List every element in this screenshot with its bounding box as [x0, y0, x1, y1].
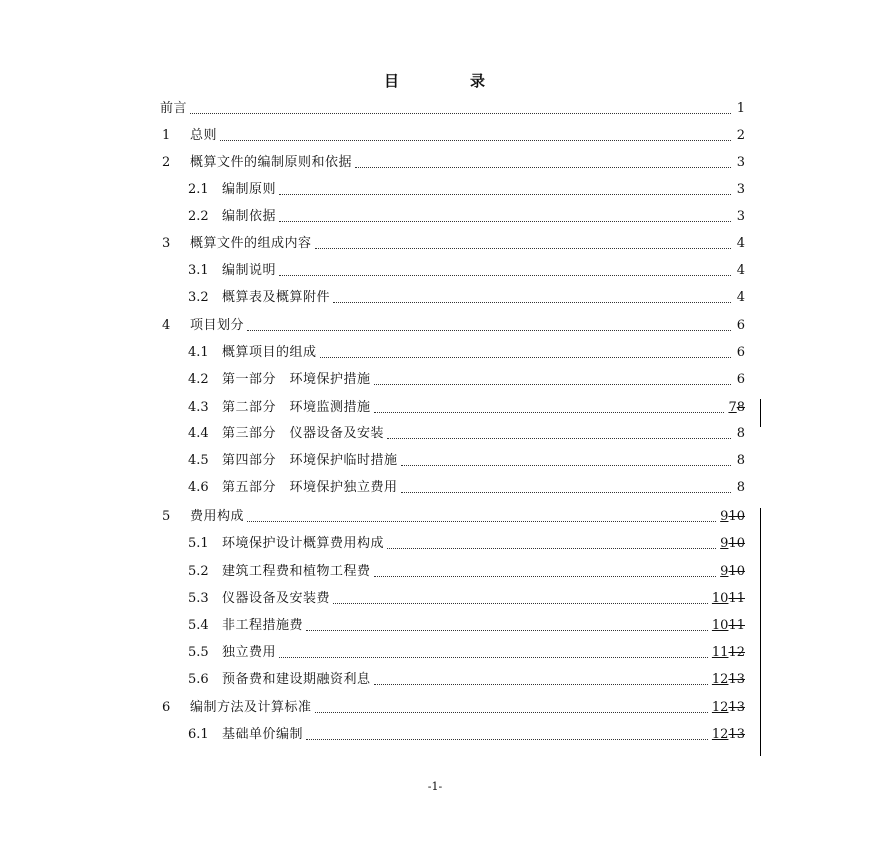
toc-entry-number: 2.2: [188, 209, 209, 224]
toc-entry[interactable]: [162, 696, 745, 716]
toc-entry-title: 第二部分 环境监测措施: [222, 400, 371, 415]
toc-entry-title: 费用构成: [190, 509, 245, 524]
toc-entry-title: 总则: [190, 128, 218, 143]
toc-entry-number: 5: [162, 509, 171, 524]
dot-leader: [374, 412, 725, 413]
toc-entry-page: 8: [736, 480, 745, 495]
page-title: [0, 70, 870, 91]
deleted-page-number: 10: [728, 564, 745, 579]
deleted-page-number: 13: [728, 672, 745, 687]
toc-entry-title: 第五部分 环境保护独立费用: [222, 480, 398, 495]
toc-entry[interactable]: [188, 178, 745, 198]
toc-entry-number: 5.3: [188, 591, 209, 606]
toc-entry-page: 1: [736, 101, 745, 116]
inserted-page-number: 9: [720, 564, 729, 579]
toc-entry-number: 3.1: [188, 263, 209, 278]
dot-leader: [306, 630, 708, 631]
dot-leader: [279, 657, 708, 658]
revision-bar: [760, 508, 761, 756]
deleted-page-number: 12: [728, 645, 745, 660]
dot-leader: [320, 357, 731, 358]
dot-leader: [401, 492, 731, 493]
toc-entry-title: 环境保护设计概算费用构成: [222, 536, 385, 551]
page-number: -1-: [427, 780, 443, 793]
dot-leader: [355, 167, 731, 168]
toc-entry[interactable]: [188, 723, 745, 743]
toc-entry-title: 建筑工程费和植物工程费: [222, 564, 371, 579]
toc-entry-number: 1: [162, 128, 171, 143]
toc-entry-number: 5.2: [188, 564, 209, 579]
title-char-1: 目: [383, 72, 400, 90]
toc-entry-title: 预备费和建设期融资利息: [222, 672, 371, 687]
toc-entry-page: 3: [736, 209, 745, 224]
deleted-page-number: 13: [728, 727, 745, 742]
dot-leader: [279, 275, 731, 276]
toc-entry-number: 4.4: [188, 426, 209, 441]
toc-entry-number: 4.3: [188, 400, 209, 415]
toc-entry[interactable]: [188, 641, 745, 661]
toc-entry[interactable]: [188, 449, 745, 469]
toc-entry-page: 3: [736, 155, 745, 170]
dot-leader: [315, 248, 731, 249]
toc-entry[interactable]: [188, 560, 745, 580]
toc-entry-page: [712, 672, 745, 688]
toc-entry[interactable]: [188, 259, 745, 279]
toc-entry-title: 仪器设备及安装费: [222, 591, 331, 606]
toc-entry-number: 2: [162, 155, 171, 170]
toc-entry[interactable]: [162, 314, 745, 334]
toc-entry-title: 第三部分 仪器设备及安装: [222, 426, 385, 441]
toc-entry-title: 项目划分: [190, 318, 245, 333]
toc-entry[interactable]: [188, 341, 745, 361]
deleted-page-number: 8: [736, 400, 745, 415]
dot-leader: [387, 548, 716, 549]
inserted-page-number: 7: [728, 400, 737, 415]
toc-entry-number: 2.1: [188, 182, 209, 197]
toc-entry-number: 4: [162, 318, 171, 333]
toc-entry-title: 第一部分 环境保护措施: [222, 372, 371, 387]
deleted-page-number: 10: [728, 536, 745, 551]
toc-entry-page: [728, 400, 745, 416]
toc-entry-page: 8: [736, 426, 745, 441]
dot-leader: [279, 221, 731, 222]
toc-entry-page: [720, 564, 745, 580]
inserted-page-number: 11: [711, 645, 729, 660]
toc-entry[interactable]: [162, 232, 745, 252]
toc-entry-number: 5.6: [188, 672, 209, 687]
dot-leader: [333, 603, 708, 604]
toc-entry-page: [720, 509, 745, 525]
toc-entry-title: 独立费用: [222, 645, 277, 660]
toc-entry-page: [720, 536, 745, 552]
toc-entry[interactable]: [188, 476, 745, 496]
dot-leader: [401, 465, 731, 466]
dot-leader: [220, 140, 731, 141]
title-char-2: 录: [470, 72, 487, 90]
toc-entry[interactable]: [188, 368, 745, 388]
deleted-page-number: 11: [728, 618, 745, 633]
toc-entry[interactable]: [188, 668, 745, 688]
toc-entry-page: 4: [736, 263, 745, 278]
dot-leader: [190, 113, 731, 114]
toc-entry-page: 3: [736, 182, 745, 197]
inserted-page-number: 10: [711, 591, 729, 606]
toc-entry-number: 5.1: [188, 536, 209, 551]
toc-entry[interactable]: [160, 97, 745, 117]
toc-entry-page: 8: [736, 453, 745, 468]
dot-leader: [247, 330, 731, 331]
toc-entry[interactable]: [188, 286, 745, 306]
toc-entry[interactable]: [162, 124, 745, 144]
toc-entry[interactable]: [188, 396, 745, 416]
dot-leader: [315, 712, 708, 713]
toc-entry-page: [712, 727, 745, 743]
toc-entry-page: 4: [736, 236, 745, 251]
toc-entry-number: 4.1: [188, 345, 209, 360]
dot-leader: [387, 438, 731, 439]
dot-leader: [247, 521, 716, 522]
toc-entry-title: 编制方法及计算标准: [190, 700, 312, 715]
toc-entry[interactable]: [188, 205, 745, 225]
dot-leader: [333, 302, 731, 303]
toc-entry-title: 编制原则: [222, 182, 277, 197]
toc-entry-page: 6: [736, 372, 745, 387]
toc-entry[interactable]: [188, 422, 745, 442]
toc-entry-title: 概算表及概算附件: [222, 290, 331, 305]
inserted-page-number: 9: [720, 536, 729, 551]
toc-entry[interactable]: [162, 505, 745, 525]
dot-leader: [279, 194, 731, 195]
toc-entry[interactable]: [188, 587, 745, 607]
toc-entry-number: 4.5: [188, 453, 209, 468]
inserted-page-number: 12: [711, 700, 729, 715]
toc-entry-page: [712, 700, 745, 716]
toc-entry-title: 基础单价编制: [222, 727, 304, 742]
inserted-page-number: 12: [711, 672, 729, 687]
inserted-page-number: 12: [711, 727, 729, 742]
deleted-page-number: 13: [728, 700, 745, 715]
toc-entry-number: 6: [162, 700, 171, 715]
deleted-page-number: 11: [728, 591, 745, 606]
toc-entry-page: [712, 591, 745, 607]
toc-entry-page: 6: [736, 345, 745, 360]
toc-entry-number: 3: [162, 236, 171, 251]
inserted-page-number: 10: [711, 618, 729, 633]
toc-entry[interactable]: [188, 532, 745, 552]
deleted-page-number: 10: [728, 509, 745, 524]
toc-entry-title: 概算文件的组成内容: [190, 236, 312, 251]
toc-entry[interactable]: [188, 614, 745, 634]
toc-entry-title: 编制依据: [222, 209, 277, 224]
toc-entry-title: 前言: [160, 101, 188, 116]
toc-entry-page: 4: [736, 290, 745, 305]
toc-entry-title: 第四部分 环境保护临时措施: [222, 453, 398, 468]
dot-leader: [374, 576, 717, 577]
toc-entry-title: 非工程措施费: [222, 618, 304, 633]
toc-entry-page: 6: [736, 318, 745, 333]
toc-entry-page: 2: [736, 128, 745, 143]
toc-entry-number: 3.2: [188, 290, 209, 305]
toc-entry-title: 概算文件的编制原则和依据: [190, 155, 353, 170]
toc-entry-number: 5.5: [188, 645, 209, 660]
dot-leader: [374, 384, 731, 385]
dot-leader: [374, 684, 708, 685]
toc-entry-number: 5.4: [188, 618, 209, 633]
toc-entry-title: 概算项目的组成: [222, 345, 317, 360]
toc-entry-number: 4.6: [188, 480, 209, 495]
toc-entry-number: 6.1: [188, 727, 209, 742]
dot-leader: [306, 739, 708, 740]
toc-entry-page: [712, 618, 745, 634]
toc-entry-number: 4.2: [188, 372, 209, 387]
toc-entry[interactable]: [162, 151, 745, 171]
toc-entry-page: [712, 645, 745, 661]
toc-entry-title: 编制说明: [222, 263, 277, 278]
inserted-page-number: 9: [720, 509, 729, 524]
revision-bar: [760, 399, 761, 427]
